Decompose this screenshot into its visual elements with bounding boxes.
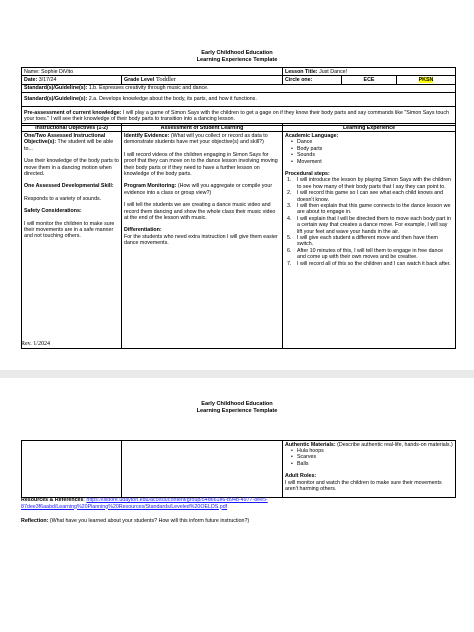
lesson-title-label: Lesson Title:: [285, 68, 318, 75]
list-item: 1. I will introduce the lesson by playing Simon Says with the children to see how many of their body parts that I say they can point to.: [287, 177, 451, 190]
list-item: • Hula hoops: [297, 448, 453, 454]
circle-label: Circle one:: [283, 76, 342, 84]
dev-skill-text: Responds to a variety of sounds.: [24, 195, 102, 202]
objectives-text: Use their knowledge of the body parts to move them in a dancing motion when directed.: [24, 158, 119, 177]
monitoring-text: I will tell the students we are creating a dance music video and record them dancing and show the whole class their music video at the end of the lesson with music.: [124, 202, 276, 221]
list-item: 2. I will record this game so I can see what each child knows and doesn't know.: [287, 190, 444, 203]
list-item: • Sounds: [297, 152, 453, 158]
grade-value: Toddler: [155, 75, 176, 83]
academic-language-heading: Academic Language:: [285, 132, 339, 139]
lesson-plan-table: [21, 123, 456, 349]
col-assessment-header: Assessment of Student Learning: [122, 124, 283, 132]
grade-label: Grade Level: [124, 76, 155, 83]
page-subtitle: Learning Experience Template: [196, 57, 278, 63]
list-item: • Balls: [297, 461, 453, 467]
objectives-cell-continued[interactable]: [22, 441, 122, 498]
revision-note: Rev. 1/2024: [21, 341, 50, 347]
list-item: • Movement: [297, 159, 453, 165]
page-divider: [0, 370, 474, 378]
list-item: • Scarves: [297, 454, 453, 460]
list-item: • Body parts: [297, 146, 453, 152]
assessment-cell[interactable]: [122, 132, 283, 349]
list-item: 6. After 10 minutes of this, I will tell them to engage in free dance and come up with their own moves and be creative.: [287, 247, 444, 261]
adult-roles-heading: Adult Roles:: [285, 473, 317, 480]
materials-list: [285, 448, 453, 467]
evidence-text: I will record videos of the children engaging in Simon Says for proof that they can move on to the dance lesson involving moving their body parts or if they need to have a further lesson on knowledge of the body parts.: [124, 151, 278, 177]
objectives-heading: One/Two Assessed Instructional Objective(s):: [24, 132, 106, 146]
lesson-title-cell[interactable]: [283, 68, 456, 76]
vocab-list: [285, 139, 453, 165]
date-row: [22, 76, 456, 84]
materials-heading-tail: (Describe authentic real-life, hands-on materials.): [337, 441, 453, 448]
standard1-cell[interactable]: [22, 84, 456, 92]
date-cell[interactable]: [22, 76, 122, 84]
standard2-cell[interactable]: [22, 93, 456, 106]
lesson-info-table: [21, 67, 456, 126]
circle-pksn: PKSN: [418, 76, 434, 83]
evidence-heading: Identify Evidence:: [124, 132, 170, 139]
page-title: Early Childhood Education: [201, 50, 273, 56]
adult-roles-text: I will monitor and watch the children to make sure their movements aren't harming others.: [285, 479, 442, 492]
circle-ece[interactable]: ECE: [342, 76, 397, 84]
standard2-label: Standard(s)/Guideline(s):: [24, 96, 88, 103]
preassess-value: I will play a game of Simon Says with the children to get a gage on if they know their body parts and say commands like "Simon Says touch your toes." I will see their knowledge of their body parts to transition into a dancing lesson.: [24, 109, 449, 123]
differentiation-text: For the students who need extra instruction I will give them easier dance movements.: [124, 233, 278, 247]
preassess-label: Pre-assessment of current knowledge:: [24, 109, 122, 116]
standard1-value: 1.b. Expresses creativity through music and dance.: [88, 85, 209, 92]
lesson-title-value: Just Dance!: [319, 68, 348, 75]
objectives-cell[interactable]: [22, 132, 122, 349]
date-value: 3/17/24: [38, 76, 57, 83]
reflection-prompt: (What have you learned about your students? How will this inform future instruction?): [49, 518, 250, 524]
steps-list: [285, 177, 453, 267]
name-row: [22, 68, 456, 76]
standard1-label: Standard(s)/Guideline(s):: [24, 85, 88, 92]
name-label: Name:: [24, 68, 40, 75]
standard1-row: [22, 84, 456, 92]
list-item: 5. I will give each student a different move and then have them switch.: [287, 235, 438, 248]
procedural-steps-heading: Procedural steps:: [285, 170, 330, 177]
monitoring-heading: Program Monitoring:: [124, 183, 177, 190]
evidence-heading-tail: (What will you collect or record as data to demonstrate students have met your objective(s) and skill?): [124, 132, 268, 146]
date-label: Date:: [24, 76, 38, 83]
resources-section: Resources & References: https://isidore.udayton.edu/access/content/group/54d661e6-b94b-4977-8ee5-87dee3f6aabd/Learning%20Planning%20Resources/Standards/Leveled%20OELDS.pdf: [21, 497, 268, 510]
materials-heading: Authentic Materials:: [285, 441, 336, 448]
list-item: • Dance: [297, 139, 453, 145]
name-cell[interactable]: [22, 68, 283, 76]
standard2-value: 2.a. Develops knowledge about the body, its parts, and how it functions.: [88, 96, 257, 103]
resources-link[interactable]: https://isidore.udayton.edu/access/content/group/54d661e6-b94b-4977-8ee5-87dee3f6aabd/Learning%20Planning%20Resources/Standards/Leveled%20OELDS.pdf: [21, 497, 268, 510]
safety-heading: Safety Considerations:: [24, 208, 82, 215]
reflection-section: [21, 518, 451, 525]
monitoring-heading-tail: (How will you aggregate or compile your evidence into a class or group view?): [124, 183, 273, 196]
column-header-row: [22, 124, 456, 132]
col-experience-header: Learning Experience: [283, 124, 456, 132]
dev-skill-heading: One Assessed Developmental Skill:: [24, 183, 114, 190]
list-item: 3. I will then explain that this game connects to the dance lesson we are about to engage in.: [287, 202, 451, 216]
safety-text: I will monitor the children to make sure their movements are in a safe manner and not touching others.: [24, 220, 115, 240]
page2-title: Early Childhood Education: [201, 401, 273, 407]
name-value: Sophie DiVito: [41, 68, 74, 75]
objectives-heading-tail: The student will be able to...: [24, 139, 114, 152]
page2-subtitle: Learning Experience Template: [196, 408, 278, 414]
content-row: [22, 132, 456, 349]
standard2-row: [22, 93, 456, 106]
experience-cell[interactable]: [283, 132, 456, 349]
col-objectives-header: Instructional Objectives (1-2): [22, 124, 122, 132]
resources-label: Resources & References: [21, 497, 84, 503]
circle-pksn-cell[interactable]: [397, 76, 456, 84]
lesson-plan-table-continued: [21, 440, 456, 498]
experience-cell-continued[interactable]: [283, 441, 456, 498]
list-item: 4. I will explain that I will be directed them to move each body part in a certain way that creates a dance move. For example, I will say lift your feet and wave your hands in the air.: [287, 215, 451, 235]
grade-cell[interactable]: [122, 76, 283, 84]
reflection-label: Reflection:: [21, 518, 49, 524]
differentiation-heading: Differentiation:: [124, 227, 162, 234]
content-row: [22, 441, 456, 498]
list-item: 7. I will record all of this so the children and I can watch it back after.: [287, 260, 451, 267]
assessment-cell-continued[interactable]: [122, 441, 283, 498]
